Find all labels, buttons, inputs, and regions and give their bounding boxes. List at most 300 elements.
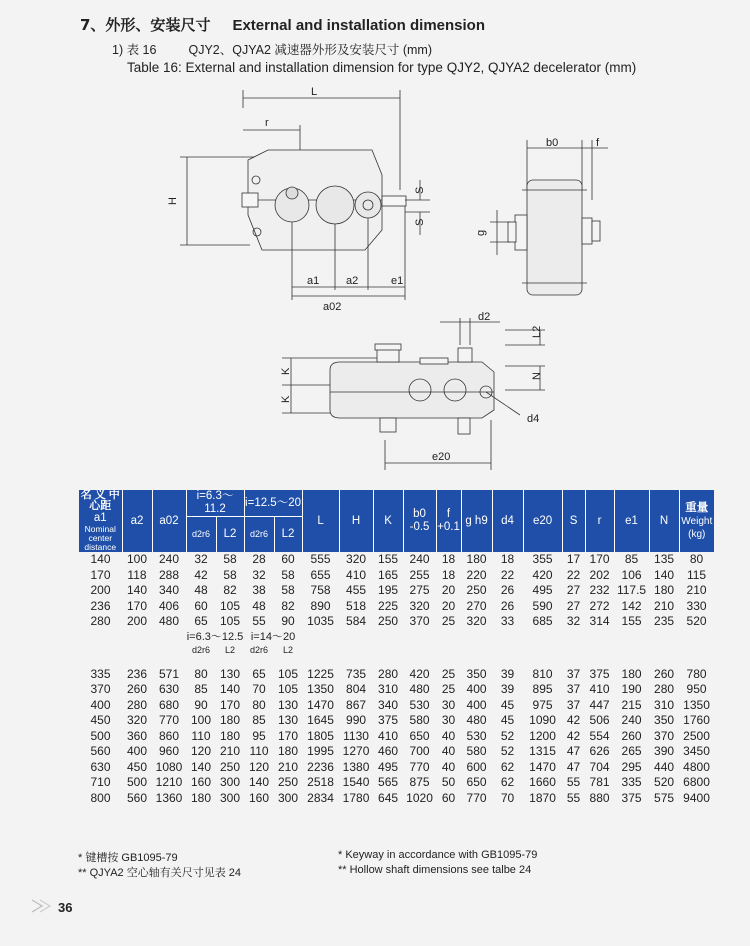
table-cell: 170 — [589, 552, 610, 566]
table-cell: 530 — [409, 697, 430, 712]
table-cell: 500 — [126, 775, 148, 789]
table-cell: 39 — [500, 682, 515, 696]
footnote-en-1: * Keyway in accordance with GB1095-79 — [338, 849, 538, 861]
table-row — [79, 599, 714, 615]
table-cell: 85 — [252, 713, 266, 727]
table-cell: 140 — [126, 583, 148, 597]
table-cell: 280 — [90, 614, 111, 628]
table-cell: 232 — [589, 583, 610, 597]
table-cell: 58 — [223, 567, 237, 582]
table-cell: 250 — [278, 775, 299, 789]
table-cell: 406 — [158, 598, 180, 613]
table-cell: 40 — [441, 728, 456, 743]
header-K: K — [373, 490, 403, 552]
table-cell: 180 — [219, 728, 241, 743]
sub-L2-a: L2 — [225, 644, 236, 655]
table-cell: 40 — [441, 744, 456, 758]
header-S: S — [562, 490, 585, 552]
table-cell: 1225 — [307, 666, 334, 681]
table-cell: 580 — [466, 744, 487, 758]
table-cell: 210 — [278, 759, 299, 774]
table-cell: 288 — [158, 567, 180, 582]
table-cell: 3450 — [683, 744, 710, 758]
table-cell: 210 — [654, 598, 675, 613]
table-cell: 105 — [219, 614, 241, 628]
front-view-drawing — [180, 90, 430, 300]
table-cell: 2518 — [307, 775, 334, 789]
table-cell: 170 — [90, 567, 111, 582]
table-cell: 33 — [500, 614, 515, 628]
table-cell: 80 — [252, 697, 266, 712]
table-title-en: Table 16: External and installation dimension for type QJY2, QJYA2 decelerator (mm) — [127, 60, 637, 75]
table-cell: 400 — [466, 697, 487, 712]
header-d2r6-b: d2r6 — [244, 517, 274, 552]
table-cell: 42 — [566, 728, 581, 743]
table-cell: 700 — [409, 744, 430, 758]
table-cell: 105 — [219, 598, 241, 613]
table-cell: 180 — [466, 552, 487, 566]
table-cell: 555 — [310, 552, 331, 566]
table-cell: 1995 — [307, 744, 334, 758]
table-cell: 60 — [194, 598, 208, 613]
table-cell: 860 — [158, 728, 180, 743]
table-cell: 704 — [589, 759, 610, 774]
table-cell: 117.5 — [616, 583, 647, 597]
table-cell: 202 — [589, 567, 610, 582]
header-L2-a: L2 — [216, 517, 244, 552]
table-cell: 260 — [621, 728, 642, 743]
table-cell: 770 — [466, 790, 487, 805]
table-cell: 495 — [378, 759, 399, 774]
table-cell: 1200 — [529, 728, 556, 743]
table-cell: 1660 — [529, 775, 556, 789]
table-cell: 770 — [409, 759, 430, 774]
table-cell: 440 — [654, 759, 675, 774]
table-cell: 360 — [126, 728, 148, 743]
header-ratio1: i=6.3～11.2 — [186, 490, 244, 517]
table-cell: 375 — [378, 713, 399, 727]
table-cell: 320 — [466, 614, 487, 628]
table-cell: 781 — [589, 775, 610, 789]
table-cell: 375 — [589, 666, 610, 681]
header-e20: e20 — [523, 490, 562, 552]
table-cell: 1805 — [307, 728, 334, 743]
table-cell: 30 — [441, 697, 456, 712]
table-cell: 867 — [346, 697, 367, 712]
table-cell: 804 — [346, 682, 367, 696]
spacer-row — [79, 657, 714, 667]
table-row — [79, 698, 714, 714]
table-cell: 895 — [532, 682, 553, 696]
table-cell: 300 — [219, 790, 241, 805]
top-view-drawing — [282, 318, 545, 470]
table-cell: 320 — [346, 552, 367, 566]
table-cell: 520 — [686, 614, 707, 628]
table-cell: 735 — [346, 666, 367, 681]
table-cell: 880 — [589, 790, 610, 805]
table-cell: 225 — [378, 598, 399, 613]
table-cell: 1470 — [529, 759, 556, 774]
table-cell: 48 — [252, 598, 266, 613]
table-cell: 170 — [278, 728, 299, 743]
table-cell: 180 — [190, 790, 212, 805]
table-cell: 140 — [90, 552, 111, 566]
table-cell: 780 — [686, 666, 707, 681]
header-d4: d4 — [492, 490, 523, 552]
label-K-lower: K — [280, 395, 292, 403]
table-cell: 420 — [532, 567, 553, 582]
table-cell: 28 — [252, 552, 266, 566]
table-cell: 170 — [219, 697, 241, 712]
table-cell: 1350 — [307, 682, 334, 696]
table-row — [79, 744, 714, 760]
table-cell: 300 — [278, 790, 299, 805]
table-cell: 506 — [589, 713, 610, 727]
label-L: L — [311, 86, 318, 98]
sub-label-row — [79, 644, 714, 657]
table-cell: 626 — [589, 744, 610, 758]
table-cell: 1270 — [342, 744, 370, 758]
table-cell: 70 — [500, 790, 515, 805]
table-cell: 650 — [466, 775, 487, 789]
label-d2: d2 — [478, 311, 491, 323]
table-cell: 1315 — [529, 744, 556, 758]
table-cell: 130 — [278, 697, 299, 712]
table-cell: 680 — [158, 697, 180, 712]
page-number: 36 — [58, 900, 73, 915]
label-r: r — [265, 117, 269, 129]
table-row — [79, 552, 714, 568]
label-f: f — [596, 137, 600, 149]
table-cell: 200 — [90, 583, 111, 597]
table-cell: 4800 — [683, 759, 710, 774]
table-cell: 295 — [621, 759, 642, 774]
table-cell: 410 — [346, 567, 367, 582]
table-cell: 58 — [281, 567, 295, 582]
table-cell: 18 — [441, 567, 456, 582]
table-cell: 584 — [346, 614, 367, 628]
label-S-lower: S — [414, 218, 426, 226]
table-row — [79, 775, 714, 791]
table-cell: 48 — [194, 583, 208, 597]
table-cell: 272 — [589, 598, 610, 613]
table-cell: 55 — [252, 614, 266, 628]
table-cell: 135 — [654, 552, 675, 566]
corner-arrow-icon — [30, 898, 54, 914]
table-cell: 375 — [621, 790, 642, 805]
header-a02: a02 — [152, 490, 186, 552]
table-cell: 960 — [158, 744, 180, 758]
table-cell: 37 — [566, 682, 581, 696]
table-cell: 47 — [566, 759, 581, 774]
table-cell: 170 — [126, 598, 148, 613]
label-g: g — [475, 229, 487, 236]
table-cell: 55 — [566, 790, 581, 805]
header-a1 — [79, 490, 122, 552]
table-cell: 1780 — [342, 790, 370, 805]
table-row — [79, 682, 714, 698]
table-cell: 30 — [441, 713, 456, 727]
table-cell: 235 — [654, 614, 675, 628]
table-cell: 45 — [500, 713, 515, 727]
table-body-b — [79, 667, 714, 807]
table-cell: 255 — [409, 567, 430, 582]
table-cell: 250 — [378, 614, 399, 628]
footnote-cn-2: ** QJYA2 空心轴有关尺寸见表 24 — [78, 867, 241, 879]
table-number: 1) 表 16 — [112, 43, 157, 57]
table-cell: 190 — [621, 682, 642, 696]
table-cell: 32 — [252, 567, 266, 582]
table-cell: 400 — [90, 697, 111, 712]
table-cell: 236 — [126, 666, 148, 681]
table-cell: 1090 — [529, 713, 556, 727]
sub-d2r6-b: d2r6 — [250, 644, 269, 655]
table-cell: 335 — [621, 775, 642, 789]
table-cell: 650 — [409, 728, 430, 743]
table-cell: 520 — [654, 775, 675, 789]
table-cell: 58 — [223, 552, 237, 566]
table-cell: 22 — [500, 567, 515, 582]
label-e1: e1 — [391, 275, 404, 287]
table-cell: 27 — [566, 583, 581, 597]
header-ratio2: i=12.5～20 — [244, 490, 302, 517]
table-cell: 560 — [90, 744, 111, 758]
table-cell: 42 — [194, 567, 208, 582]
table-cell: 40 — [441, 759, 456, 774]
table-cell: 1380 — [342, 759, 370, 774]
table-cell: 370 — [90, 682, 111, 696]
table-cell: 39 — [500, 666, 515, 681]
table-cell: 95 — [252, 728, 266, 743]
table-cell: 62 — [500, 775, 515, 789]
table-cell: 140 — [219, 682, 241, 696]
table-cell: 554 — [589, 728, 610, 743]
table-cell: 350 — [654, 713, 675, 727]
table-cn-title: QJY2、QJYA2 减速器外形及安装尺寸 (mm) — [188, 43, 432, 57]
table-cell: 100 — [190, 713, 212, 727]
table-cell: 155 — [378, 552, 399, 566]
table-cell: 280 — [654, 682, 675, 696]
table-cell: 160 — [249, 790, 270, 805]
label-S-upper: S — [414, 186, 426, 194]
table-cell: 340 — [378, 697, 399, 712]
table-subheader — [79, 630, 714, 667]
header-r: r — [585, 490, 614, 552]
label-a1: a1 — [307, 275, 320, 287]
table-cell: 62 — [500, 759, 515, 774]
table-cell: 260 — [126, 682, 148, 696]
table-cell: 165 — [378, 567, 399, 582]
table-cell: 58 — [281, 583, 295, 597]
table-cell: 37 — [566, 666, 581, 681]
table-cell: 9400 — [683, 790, 710, 805]
header-L2-b: L2 — [274, 517, 302, 552]
table-body-a — [79, 552, 714, 630]
table-cell: 500 — [90, 728, 111, 743]
table-cell: 52 — [500, 744, 515, 758]
table-cell: 236 — [90, 598, 111, 613]
table-cell: 480 — [409, 682, 430, 696]
table-cell: 110 — [191, 728, 211, 743]
table-cell: 20 — [441, 583, 456, 597]
table-cell: 60 — [441, 790, 456, 805]
header-a1-en: Nominal center distance — [84, 524, 117, 552]
table-cell: 47 — [566, 744, 581, 758]
table-cell: 65 — [252, 666, 266, 681]
table-cell: 2500 — [683, 728, 710, 743]
table-cell: 320 — [126, 713, 148, 727]
table-cell: 260 — [654, 666, 675, 681]
table-cell: 160 — [190, 775, 212, 789]
table-cell: 140 — [249, 775, 270, 789]
table-cell: 990 — [346, 713, 367, 727]
table-cell: 250 — [219, 759, 241, 774]
table-row — [79, 729, 714, 745]
table-cell: 26 — [500, 583, 515, 597]
header-a1-sym: a1 — [93, 512, 107, 524]
table-cell: 2834 — [307, 790, 334, 805]
table-cell: 195 — [378, 583, 399, 597]
table-cell: 685 — [532, 614, 553, 628]
table-row — [79, 614, 714, 630]
table-cell: 645 — [378, 790, 399, 805]
table-cell: 890 — [310, 598, 331, 613]
table-cell: 82 — [223, 583, 237, 597]
header-a1-cn: 名 义 中心距 — [80, 489, 120, 512]
sub-ratio-row — [79, 630, 714, 644]
table-cell: 100 — [126, 552, 148, 566]
table-cell: 480 — [158, 614, 180, 628]
table-cell: 22 — [566, 567, 581, 582]
table-cell: 560 — [126, 790, 148, 805]
table-cell: 20 — [441, 598, 456, 613]
table-cell: 1870 — [529, 790, 556, 805]
table-cell: 80 — [689, 552, 704, 566]
table-cell: 240 — [158, 552, 180, 566]
table-row — [79, 713, 714, 729]
table-cell: 810 — [532, 666, 553, 681]
table-cell: 1470 — [307, 697, 334, 712]
table-cell: 25 — [441, 614, 456, 628]
table-cell: 120 — [249, 759, 270, 774]
table-cell: 155 — [621, 614, 642, 628]
table-cell: 1645 — [307, 713, 334, 727]
table-cell: 42 — [566, 713, 581, 727]
table-cell: 655 — [310, 567, 331, 582]
table-cell: 310 — [654, 697, 675, 712]
table-cell: 1350 — [683, 697, 710, 712]
table-cell: 50 — [441, 775, 456, 789]
table-cell: 105 — [278, 666, 299, 681]
table-cell: 250 — [466, 583, 487, 597]
table-cell: 1130 — [343, 728, 369, 743]
table-cell: 420 — [409, 666, 430, 681]
table-cell: 370 — [409, 614, 430, 628]
table-cell: 340 — [158, 583, 180, 597]
table-cell: 215 — [621, 697, 642, 712]
header-d2r6-a: d2r6 — [186, 517, 216, 552]
table-cell: 460 — [378, 744, 399, 758]
header-H: H — [339, 490, 373, 552]
table-cell: 220 — [466, 567, 487, 582]
header-weight-cn: 重量 — [685, 501, 709, 514]
table-cell: 85 — [624, 552, 639, 566]
sub-ratio1: i=6.3～12.5 — [186, 630, 244, 643]
table-cell: 180 — [278, 744, 299, 758]
table-cell: 26 — [500, 598, 515, 613]
table-cell: 18 — [441, 552, 456, 566]
table-cell: 37 — [566, 697, 581, 712]
table-cell: 270 — [466, 598, 487, 613]
table-cell: 240 — [621, 713, 642, 727]
table-cell: 32 — [194, 552, 208, 566]
table-cell: 314 — [589, 614, 610, 628]
sub-d2r6-a: d2r6 — [191, 644, 210, 655]
heading-english: External and installation dimension — [232, 17, 485, 34]
table-cell: 1540 — [342, 775, 370, 789]
table-cell: 1210 — [155, 775, 183, 789]
table-cell: 25 — [441, 682, 456, 696]
table-cell: 17 — [566, 552, 581, 566]
table-cell: 450 — [90, 713, 111, 727]
table-cell: 140 — [190, 759, 212, 774]
table-cell: 710 — [90, 775, 111, 789]
table-cell: 300 — [219, 775, 241, 789]
table-cell: 1035 — [307, 614, 334, 628]
label-K-upper: K — [280, 367, 292, 375]
label-L2: L2 — [531, 325, 543, 338]
label-N: N — [531, 372, 543, 380]
header-e1: e1 — [614, 490, 649, 552]
table-cell: 118 — [127, 567, 147, 582]
table-cell: 800 — [90, 790, 111, 805]
table-cell: 320 — [409, 598, 430, 613]
table-cell: 65 — [194, 614, 208, 628]
table-header-row-1 — [79, 490, 714, 517]
table-cell: 180 — [219, 713, 241, 727]
table-cell: 180 — [621, 666, 642, 681]
table-cell: 350 — [466, 666, 487, 681]
table-cell: 390 — [654, 744, 675, 758]
table-cell: 130 — [278, 713, 299, 727]
table-cell: 480 — [466, 713, 487, 727]
header-f: f +0.1 — [436, 490, 461, 552]
table-row — [79, 667, 714, 683]
table-cell: 85 — [194, 682, 208, 696]
table-cell: 82 — [281, 598, 295, 613]
table-cell: 630 — [90, 759, 111, 774]
table-cell: 450 — [126, 759, 148, 774]
sub-ratio2: i=14～20 — [250, 630, 296, 643]
table-cell: 240 — [409, 552, 430, 566]
table-row — [79, 760, 714, 776]
label-b0: b0 — [546, 137, 559, 149]
table-cell: 18 — [500, 552, 515, 566]
header-N: N — [649, 490, 679, 552]
table-cell: 25 — [441, 666, 456, 681]
table-cell: 52 — [500, 728, 515, 743]
table-cell: 60 — [281, 552, 295, 566]
footnote-en-2: ** Hollow shaft dimensions see talbe 24 — [338, 864, 532, 876]
header-weight-en: Weight (kg) — [681, 515, 713, 540]
table-cell: 110 — [249, 744, 269, 758]
table-cell: 590 — [532, 598, 553, 613]
table-cell: 410 — [589, 682, 610, 696]
table-cell: 55 — [566, 775, 581, 789]
table-cell: 106 — [621, 567, 642, 582]
heading-number: 7、外形、安装尺寸 — [80, 16, 211, 34]
table-cell: 2236 — [307, 759, 334, 774]
